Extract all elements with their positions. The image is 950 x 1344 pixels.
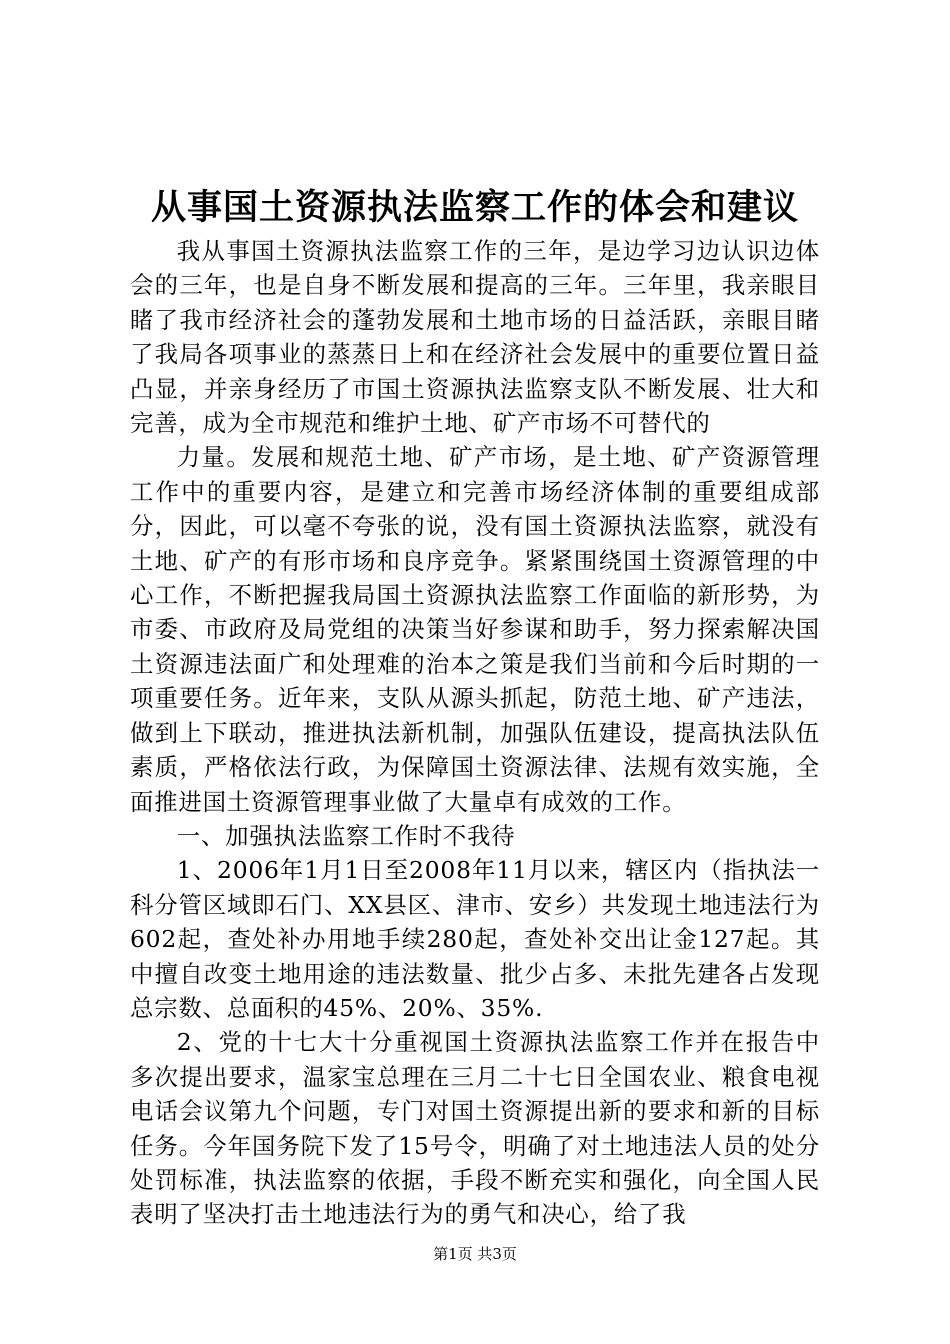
paragraph: 1、2006年1月1日至2008年11月以来，辖区内（指执法一科分管区域即石门、XX县区、津市、安乡）共发现土地违法行为602起，查处补办用地手续280起，查处补交出让金127起。其中擅自改变土地用途的违法数量、批少占多、未批先建各占发现总宗数、总面积的45%、20%、35%. [130,856,820,1022]
page-number: 第1页 共3页 [433,1245,517,1263]
paragraph: 我从事国土资源执法监察工作的三年，是边学习边认识边体会的三年，也是自身不断发展和提高的三年。三年里，我亲眼目睹了我市经济社会的蓬勃发展和土地市场的日益活跃，亲眼目睹了我局各项事业的蒸蒸日上和在经济社会发展中的重要位置日益凸显，并亲身经历了市国土资源执法监察支队不断发展、壮大和完善，成为全市规范和维护土地、矿产市场不可替代的 [130,237,820,438]
document-body [130,234,820,1232]
section-heading: 一、加强执法监察工作时不我待 [176,821,516,850]
paragraph: 力量。发展和规范土地、矿产市场，是土地、矿产资源管理工作中的重要内容，是建立和完善市场经济体制的重要组成部分，因此，可以毫不夸张的说，没有国土资源执法监察，就没有土地、矿产的有形市场和良序竞争。紧紧围绕国土资源管理的中心工作，不断把握我局国土资源执法监察工作面临的新形势，为市委、市政府及局党组的决策当好参谋和助手，努力探索解决国土资源违法面广和处理难的治本之策是我们当前和今后时期的一项重要任务。近年来，支队从源头抓起，防范土地、矿产违法，做到上下联动，推进执法新机制，加强队伍建设，提高执法队伍素质，严格依法行政，为保障国土资源法律、法规有效实施，全面推进国土资源管理事业做了大量卓有成效的工作。 [130,443,820,816]
paragraph: 2、党的十七大十分重视国土资源执法监察工作并在报告中多次提出要求，温家宝总理在三月二十七日全国农业、粮食电视电话会议第九个问题，专门对国土资源提出新的要求和新的目标任务。今年国务院下发了15号令，明确了对土地违法人员的处分处罚标准，执法监察的依据，手段不断充实和强化，向全国人民表明了坚决打击土地违法行为的勇气和决心，给了我 [130,1028,820,1229]
document-title: 从事国土资源执法监察工作的体会和建议 [150,187,799,228]
